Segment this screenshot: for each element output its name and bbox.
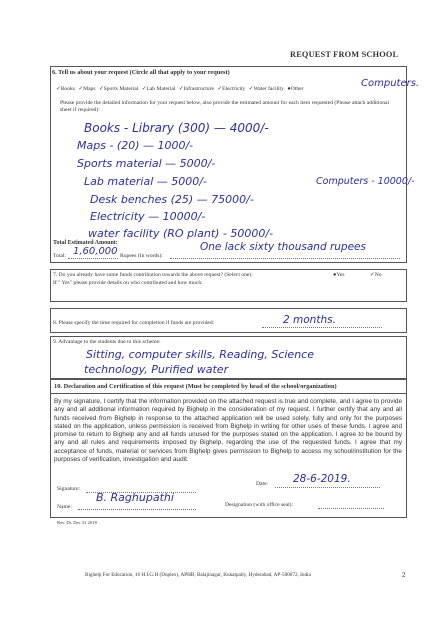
name-label: Name: (57, 504, 72, 510)
footer-address: Bighelp For Education, 16 H.I.G.H (Duplex), APHB, Balajinagar, Kukatpally, Hyderabad, AP-500072, India (85, 572, 311, 578)
tick-icon: ✓ (98, 86, 104, 92)
radio-yes[interactable]: ●Yes (333, 272, 345, 278)
item-computers: Computers - 10000/- (316, 176, 415, 187)
instructions: Please provide the detailed information for your request below, also provide the estimated amount for each item requested (Please attach additional sheet if required): (60, 100, 390, 114)
total-label: Total: (53, 253, 66, 259)
tick-icon: ✓ (248, 86, 254, 92)
item-lab: Lab material — 5000/- (84, 175, 207, 188)
request-options (56, 86, 303, 92)
option-maps[interactable]: ✓Maps (78, 86, 96, 92)
rupees-words: One lack sixty thousand rupees (200, 241, 366, 253)
page-number: 2 (402, 571, 406, 579)
declaration-text: By my signature, I certify that the information provided on the attached request is true and complete, and I agree to provide any and all additional information required by Bighelp in the consideration of my request. I further certify that any and all funds received from Bighelp in response to the attached application will be used solely, fully and only for the purposes stated on the application, unless permission is received from Bighelp in writing for other uses of these funds. I agree and promise to return to Bighelp any and all funds unused for the purposes stated on the application. I agree to be bound by any and all rules and requirements imposed by Bighelp, regarding the use of the requested funds. I agree that my acceptance of funds, material or services from Bighelp gives permission to Bighelp to access my school/institution for the purposes of verification, investigation and audit. (54, 398, 402, 464)
section-9-line2: technology, Purified water (84, 363, 229, 376)
item-sports: Sports material — 5000/- (77, 157, 216, 170)
total-estimated-label: Total Estimated Amount: (53, 240, 118, 246)
section-7-question: 7. Do you already have some funds contribution towards the above request? (Select one): (53, 272, 253, 278)
item-electricity: Electricity — 10000/- (90, 210, 206, 223)
tick-icon: ✓ (178, 86, 184, 92)
tick-icon: ✓ (217, 86, 223, 92)
other-text: Computers. (361, 78, 420, 89)
section-9-line1: Sitting, computer skills, Reading, Science (86, 348, 314, 361)
option-other[interactable]: ●Other (287, 86, 304, 92)
option-books[interactable]: ✓Books (56, 86, 75, 92)
date-value: 28-6-2019. (293, 473, 351, 485)
section-8-question: 8. Please specify the time required for completion if funds are provided: (53, 320, 215, 326)
option-lab[interactable]: ✓Lab Material (141, 86, 176, 92)
option-infrastructure[interactable]: ✓Infrastructure (178, 86, 214, 92)
item-maps: Maps - (20) — 1000/- (77, 139, 194, 152)
option-water[interactable]: ✓Water facility (248, 86, 284, 92)
rupees-words-label: Rupees (In words): (120, 253, 163, 259)
section-9-question: 9. Advantage to the students due to this scheme: (53, 339, 161, 345)
tick-icon: ✓ (141, 86, 147, 92)
tick-icon: ✓ (78, 86, 84, 92)
tick-icon: ✓ (370, 272, 375, 278)
option-electricity[interactable]: ✓Electricity (217, 86, 246, 92)
date-label: Date: (256, 481, 269, 487)
total-value: 1,60,000 (73, 246, 118, 257)
section-10-title: 10. Declaration and Certification of this request (Must be completed by head of the school/organization) (54, 383, 337, 390)
item-books: Books - Library (300) — 4000/- (84, 121, 269, 135)
name-value: B. Raghupathi (96, 491, 174, 504)
revision: Rev. Dt. Dec 31 2018 (57, 520, 97, 525)
page-title: REQUEST FROM SCHOOL (290, 50, 399, 59)
item-desk: Desk benches (25) — 75000/- (90, 193, 254, 206)
signature-label: Signature: (57, 486, 80, 492)
item-water: water facility (RO plant) - 50000/- (88, 227, 274, 240)
tick-icon: ✓ (56, 86, 61, 92)
section-8-answer: 2 months. (283, 314, 336, 326)
radio-no[interactable]: ✓No (370, 272, 382, 278)
option-sports[interactable]: ✓Sports Material (98, 86, 139, 92)
designation-line[interactable] (318, 508, 384, 509)
designation-label: Designation (with office seal): (225, 502, 294, 508)
section-7-details: If " Yes" please provide details on who contributed and how much: (53, 280, 203, 286)
section-6-title: 6. Tell us about your request (Circle all that apply to your request) (52, 69, 230, 76)
